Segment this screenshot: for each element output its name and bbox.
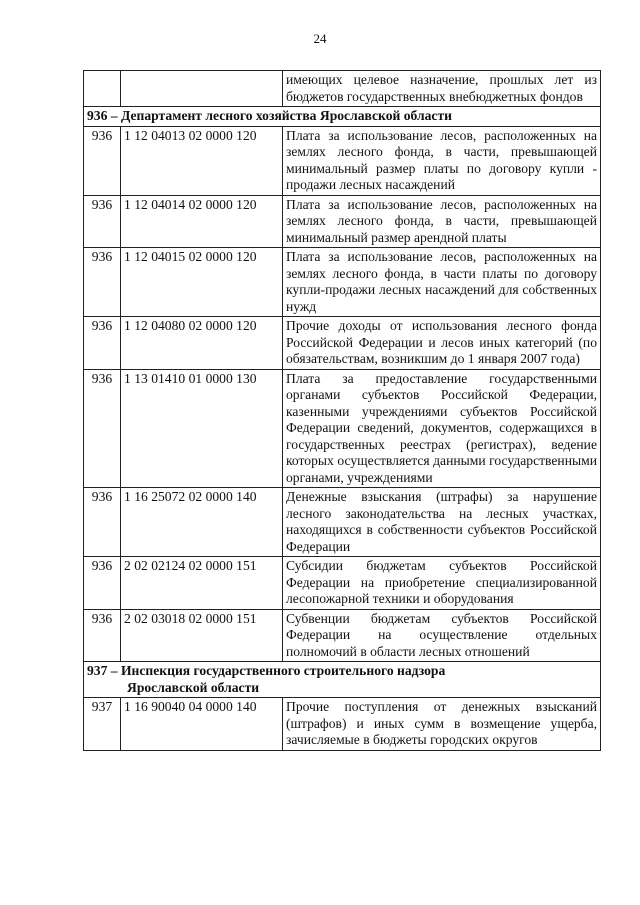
table-row	[84, 126, 601, 195]
admin-code-cell: 936	[84, 317, 121, 370]
description-cell: Плата за использование лесов, расположенных на землях лесного фонда, в части, превышающей минимальный размер арендной платы	[283, 195, 601, 248]
revenue-code-cell: 1 12 04014 02 0000 120	[121, 195, 283, 248]
revenue-code-cell: 1 16 90040 04 0000 140	[121, 698, 283, 751]
description-cell: Субвенции бюджетам субъектов Российской Федерации на осуществление отдельных полномочий в области лесных отношений	[283, 609, 601, 662]
revenue-code-cell: 1 16 25072 02 0000 140	[121, 488, 283, 557]
admin-code-cell	[84, 71, 121, 107]
table-row	[84, 369, 601, 488]
description-cell: Денежные взыскания (штрафы) за нарушение лесного законодательства на лесных участках, находящихся в собственности субъектов Российской Федерации	[283, 488, 601, 557]
table-row	[84, 557, 601, 610]
page-number: 24	[313, 31, 327, 46]
description-cell: Прочие поступления от денежных взысканий (штрафов) и иных сумм в возмещение ущерба, зачисляемые в бюджеты городских округов	[283, 698, 601, 751]
description-cell: Прочие доходы от использования лесного фонда Российской Федерации и лесов иных категорий (по обязательствам, возникшим до 1 января 2007 года)	[283, 317, 601, 370]
revenue-code-cell: 1 12 04080 02 0000 120	[121, 317, 283, 370]
section-header: 936 – Департамент лесного хозяйства Ярославской области	[84, 107, 601, 127]
revenue-codes-table	[83, 70, 601, 751]
description-cell: Плата за предоставление государственными органами субъектов Российской Федерации, казенными учреждениями субъектов Российской Федерации сведений, документов, содержащихся в государственных реестрах (регистрах), ведение которых осуществляется данными государственными органами, учреждениями	[283, 369, 601, 488]
revenue-code-cell	[121, 71, 283, 107]
admin-code-cell: 936	[84, 488, 121, 557]
description-cell: Субсидии бюджетам субъектов Российской Федерации на приобретение специализированной лесопожарной техники и оборудования	[283, 557, 601, 610]
section-header	[84, 662, 601, 698]
revenue-code-cell: 2 02 02124 02 0000 151	[121, 557, 283, 610]
revenue-code-cell: 1 12 04015 02 0000 120	[121, 248, 283, 317]
table-row	[84, 488, 601, 557]
table-row	[84, 248, 601, 317]
section-header-line: 937 – Инспекция государственного строительного надзора	[87, 663, 446, 678]
description-cell: Плата за использование лесов, расположенных на землях лесного фонда, в части, превышающей минимальный размер платы по договору купли - продажи лесных насаждений	[283, 126, 601, 195]
admin-code-cell: 936	[84, 126, 121, 195]
section-header-row	[84, 662, 601, 698]
admin-code-cell: 936	[84, 369, 121, 488]
revenue-code-cell: 1 13 01410 01 0000 130	[121, 369, 283, 488]
description-cell: Плата за использование лесов, расположенных на землях лесного фонда, в части платы по договору купли-продажи лесных насаждений для собственных нужд	[283, 248, 601, 317]
section-header-row	[84, 107, 601, 127]
admin-code-cell: 936	[84, 248, 121, 317]
revenue-code-cell: 2 02 03018 02 0000 151	[121, 609, 283, 662]
description-cell: имеющих целевое назначение, прошлых лет из бюджетов государственных внебюджетных фондов	[283, 71, 601, 107]
admin-code-cell: 936	[84, 557, 121, 610]
revenue-code-cell: 1 12 04013 02 0000 120	[121, 126, 283, 195]
admin-code-cell: 936	[84, 195, 121, 248]
admin-code-cell: 937	[84, 698, 121, 751]
table-row	[84, 609, 601, 662]
table-row	[84, 698, 601, 751]
table-row	[84, 71, 601, 107]
section-header-line: Ярославской области	[127, 679, 260, 695]
admin-code-cell: 936	[84, 609, 121, 662]
table-row	[84, 195, 601, 248]
table-row	[84, 317, 601, 370]
